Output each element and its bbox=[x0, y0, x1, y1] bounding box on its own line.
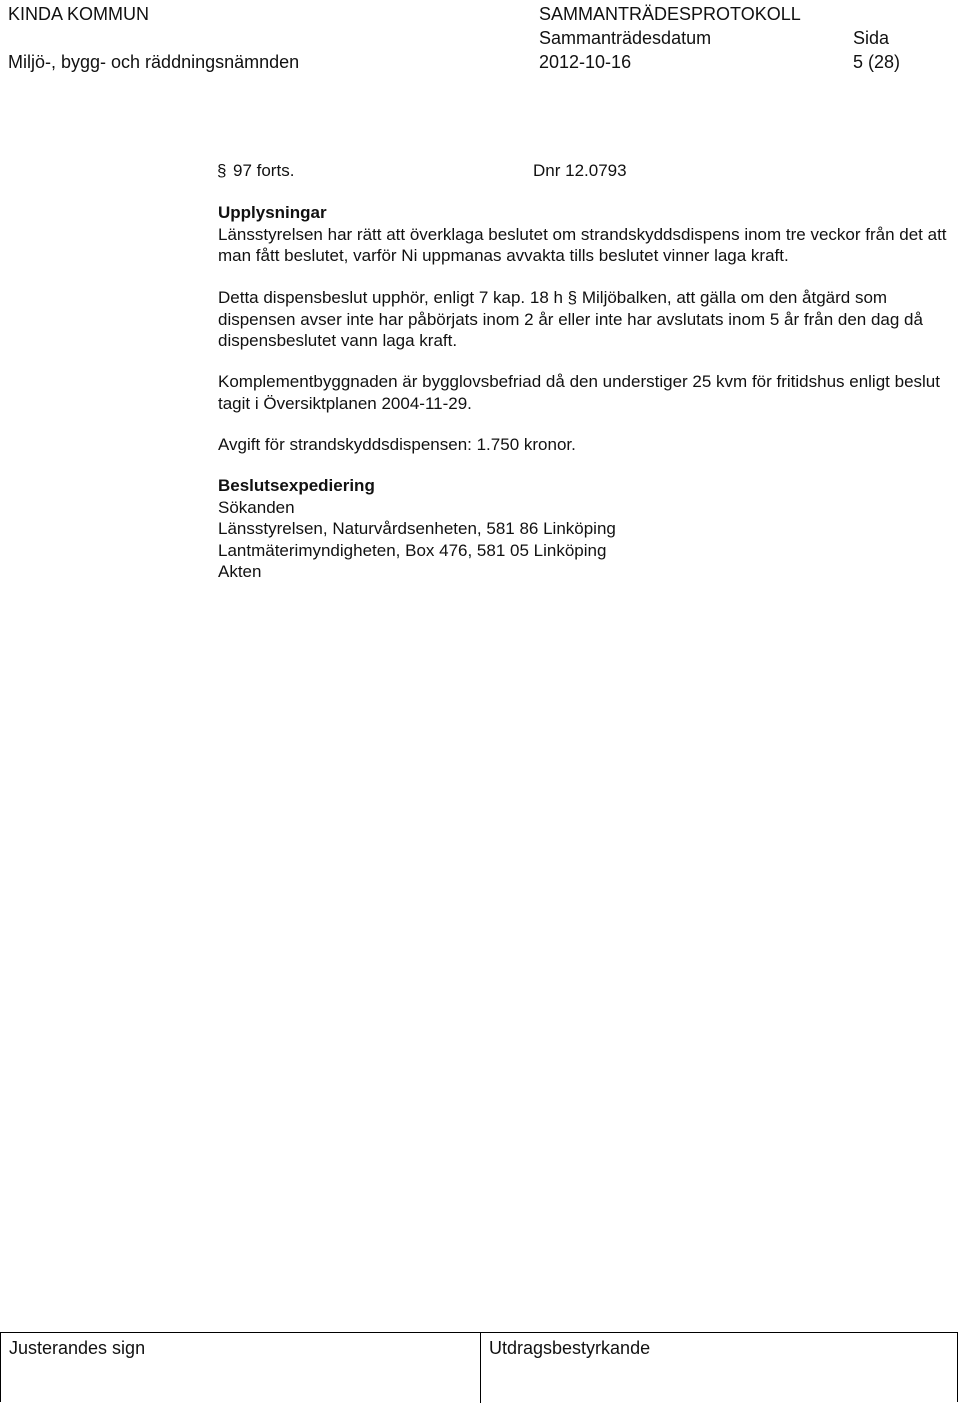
recipient-item: Akten bbox=[218, 562, 262, 581]
committee-name: Miljö-, bygg- och räddningsnämnden bbox=[8, 52, 300, 72]
recipient-item: Lantmäterimyndigheten, Box 476, 581 05 Linköping bbox=[218, 540, 607, 560]
upplysningar-section bbox=[218, 202, 948, 267]
dnr-number: Dnr 12.0793 bbox=[533, 161, 627, 180]
utdragsbestyrkande-label: Utdragsbestyrkande bbox=[489, 1338, 651, 1358]
org-name: KINDA KOMMUN bbox=[8, 4, 150, 24]
upplysningar-text: Länsstyrelsen har rätt att överklaga beslutet om strandskyddsdispens inom tre veckor från det att man fått beslutet, varför Ni uppmanas avvakta tills beslutet vinner laga kraft. bbox=[218, 224, 947, 265]
justerandes-sign-label: Justerandes sign bbox=[9, 1338, 146, 1358]
paragraph-avgift: Avgift för strandskyddsdispensen: 1.750 kronor. bbox=[218, 435, 576, 454]
expediering-heading: Beslutsexpediering bbox=[218, 476, 375, 495]
signature-box bbox=[0, 1332, 958, 1402]
recipient-item: Länsstyrelsen, Naturvårdsenheten, 581 86 Linköping bbox=[218, 519, 616, 538]
date-value: 2012-10-16 bbox=[539, 52, 632, 72]
upplysningar-heading: Upplysningar bbox=[218, 203, 327, 222]
section-item: 97 forts. bbox=[233, 161, 295, 180]
section-symbol: § bbox=[217, 161, 227, 180]
paragraph-dispensbeslut: Detta dispensbeslut upphör, enligt 7 kap. 18 h § Miljöbalken, att gälla om den åtgärd som dispensen avser inte har påbörjats inom 2 år eller inte har avslutats inom 5 år från den dag då dispensbeslutet vann laga kraft. bbox=[218, 288, 923, 350]
page-value: 5 (28) bbox=[853, 52, 901, 72]
page-label: Sida bbox=[853, 28, 890, 48]
recipient-item: Sökanden bbox=[218, 497, 295, 517]
expediering-section bbox=[218, 475, 948, 583]
paragraph-komplementbyggnad: Komplementbyggnaden är bygglovsbefriad då den understiger 25 kvm för fritidshus enligt beslut tagit i Översiktplanen 2004-11-29. bbox=[218, 372, 940, 413]
doc-type: SAMMANTRÄDESPROTOKOLL bbox=[539, 4, 801, 24]
date-label: Sammanträdesdatum bbox=[539, 28, 712, 48]
footer-divider bbox=[480, 1333, 481, 1403]
